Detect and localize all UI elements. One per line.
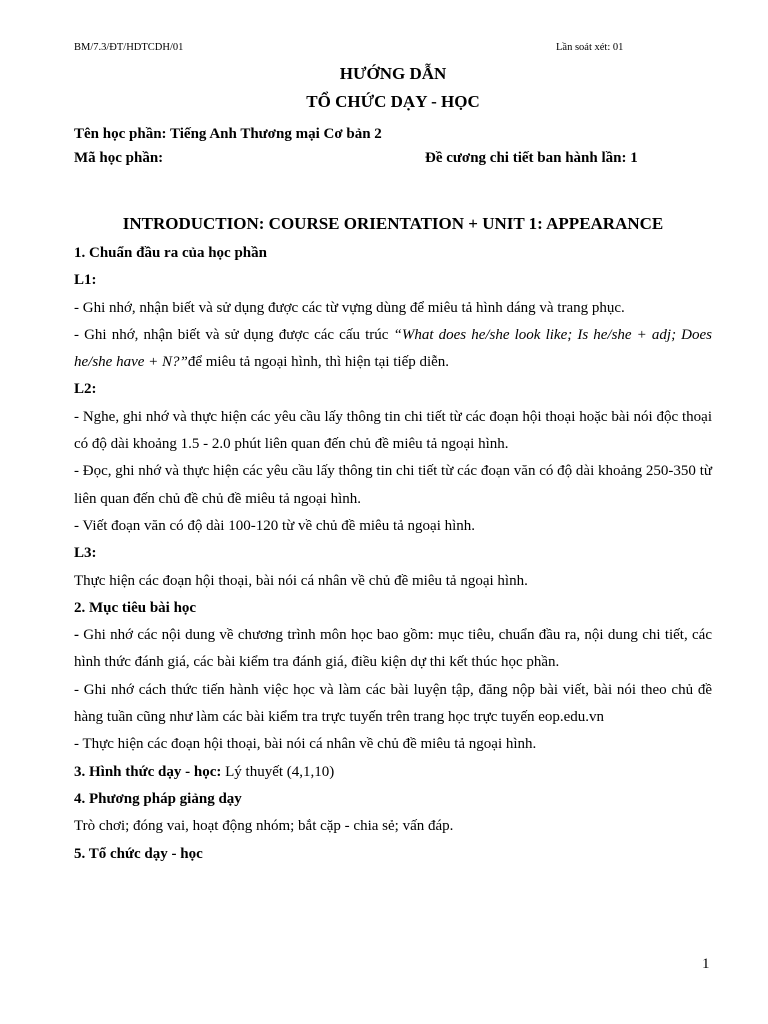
l2-item-2: - Đọc, ghi nhớ và thực hiện các yêu cầu lấy thông tin chi tiết từ các đoạn văn có độ dài khoảng 250-350 từ liên quan đến chủ đề chủ đề miêu tả ngoại hình. — [74, 463, 712, 507]
objective-item-3: - Thực hiện các đoạn hội thoại, bài nói cá nhân về chủ đề miêu tả ngoại hình. — [74, 736, 537, 753]
course-name: Tên học phần: Tiếng Anh Thương mại Cơ bản 2 — [74, 126, 382, 142]
l2-item-1: - Nghe, ghi nhớ và thực hiện các yêu cầu lấy thông tin chi tiết từ các đoạn hội thoại hoặc bài nói độc thoại có độ dài khoảng 1.5 - 2.0 phút liên quan đến chủ đề miêu tả ngoại hình. — [74, 408, 712, 453]
course-code: Mã học phần: — [74, 150, 164, 166]
l2-label: L2: — [74, 381, 97, 398]
l1-label: L1: — [74, 272, 97, 289]
methods-heading: 4. Phương pháp giảng dạy — [74, 790, 242, 807]
page-number: 1 — [702, 956, 710, 972]
format-line — [74, 759, 712, 786]
document-subtitle: TỔ CHỨC DẠY - HỌC — [306, 92, 480, 111]
methods-value: Trò chơi; đóng vai, hoạt động nhóm; bắt cặp - chia sẻ; vấn đáp. — [74, 818, 454, 835]
objective-item-1 — [74, 622, 712, 677]
format-heading: 3. Hình thức dạy - học: — [74, 763, 222, 780]
objective-item-1-dash: - — [74, 627, 79, 644]
syllabus-issue: Đề cương chi tiết ban hành lần: 1 — [425, 150, 638, 166]
document-body — [74, 240, 712, 868]
outcomes-heading: 1. Chuẩn đầu ra của học phần — [74, 245, 267, 261]
l1-item-2-structures: “What does he/she look like; Is he/she + adj; Does he/she have + N?” — [74, 326, 712, 371]
l3-label: L3: — [74, 545, 97, 562]
format-value: Lý thuyết (4,1,10) — [221, 763, 335, 780]
objective-item-1-text: Ghi nhớ các nội dung về chương trình môn học bao gồm: mục tiêu, chuẩn đầu ra, nội dung chi tiết, các hình thức đánh giá, các bài kiểm tra đánh giá, điều kiện dự thi kết thúc học phần. — [74, 627, 712, 671]
objectives-heading: 2. Mục tiêu bài học — [74, 599, 197, 616]
l1-item-2-text: - Ghi nhớ, nhận biết và sử dụng được các cấu trúc — [74, 326, 394, 343]
l1-item-1: - Ghi nhớ, nhận biết và sử dụng được các từ vựng dùng để miêu tả hình dáng và trang phục. — [74, 299, 625, 316]
l3-item-1: Thực hiện các đoạn hội thoại, bài nói cá nhân về chủ đề miêu tả ngoại hình. — [74, 572, 528, 589]
section-title: INTRODUCTION: COURSE ORIENTATION + UNIT 1: APPEARANCE — [122, 214, 664, 233]
document-title: HƯỚNG DẪN — [339, 64, 447, 83]
organization-heading: 5. Tổ chức dạy - học — [74, 845, 203, 862]
document-code: BM/7.3/ĐT/HDTCDH/01 — [74, 42, 184, 53]
revision-label: Lần soát xét: 01 — [556, 42, 624, 53]
objective-item-2: - Ghi nhớ cách thức tiến hành việc học và làm các bài luyện tập, đăng nộp bài viết, bài nói theo chủ đề hàng tuần cũng như làm các bài kiểm tra trực tuyến trên trang học trực tuyến eop.edu.vn — [74, 681, 712, 726]
l1-item-2 — [74, 322, 712, 377]
l1-item-2-rest: để miêu tả ngoại hình, thì hiện tại tiếp diễn. — [187, 354, 450, 371]
l2-item-3: - Viết đoạn văn có độ dài 100-120 từ về chủ đề miêu tả ngoại hình. — [74, 517, 476, 534]
